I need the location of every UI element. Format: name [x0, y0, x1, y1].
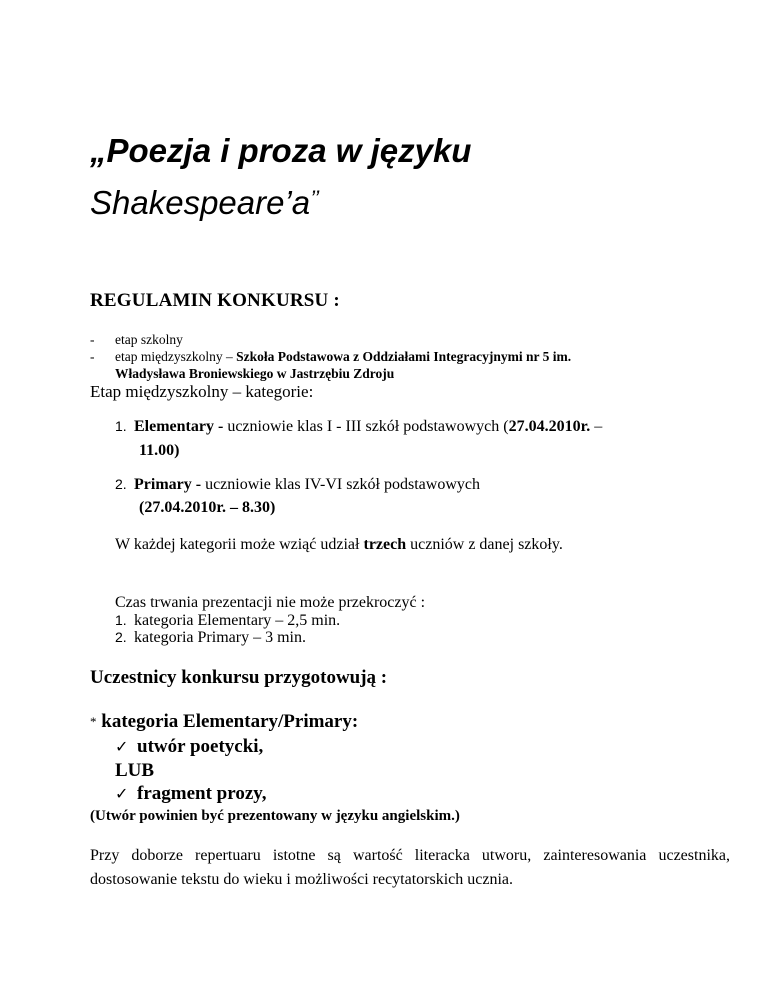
category-item-primary: 2. Primary - uczniowie klas IV-VI szkół podstawowych	[115, 476, 480, 493]
category-primary-time: (27.04.2010r. – 8.30)	[139, 499, 276, 516]
checkmark-icon: ✓	[115, 784, 129, 803]
rules-heading: REGULAMIN KONKURSU :	[90, 290, 340, 311]
category-item-elementary: 1. Elementary - uczniowie klas I - III szkół podstawowych (27.04.2010r. –	[115, 418, 603, 435]
prepare-item-poem: ✓ utwór poetycki,	[115, 736, 264, 757]
prepare-category: * kategoria Elementary/Primary:	[90, 711, 359, 732]
categories-heading: Etap międzyszkolny – kategorie:	[90, 382, 314, 401]
dash: -	[90, 332, 95, 347]
venue-line-2: Władysława Broniewskiego w Jastrzębiu Zdroju	[115, 366, 395, 381]
title-word: Shakespeare’a	[90, 184, 311, 221]
checkmark-icon: ✓	[115, 737, 129, 756]
prepare-or: LUB	[115, 760, 155, 781]
category-elementary-time: 11.00)	[139, 442, 180, 459]
participants-note: W każdej kategorii może wziąć udział trzech uczniów z danej szkoły.	[115, 536, 563, 553]
language-note: (Utwór powinien być prezentowany w języku angielskim.)	[90, 808, 460, 824]
stage-interschool: - etap międzyszkolny – Szkoła Podstawowa z Oddziałami Integracyjnymi nr 5 im.	[90, 349, 572, 364]
page-title-line-2	[90, 184, 319, 222]
prepare-item-prose: ✓ fragment prozy,	[115, 783, 267, 804]
prepare-heading: Uczestnicy konkursu przygotowują :	[90, 667, 388, 688]
closing-quote: ’’	[310, 186, 320, 211]
stage-school: - etap szkolny	[90, 332, 183, 347]
closing-paragraph: Przy doborze repertuaru istotne są wartość literacka utworu, zainteresowania uczestnika, dostosowanie tekstu do wieku i możliwości recytatorskich ucznia.	[90, 847, 730, 888]
asterisk: *	[90, 714, 97, 729]
duration-item: 1. kategoria Elementary – 2,5 min.	[115, 612, 341, 629]
page-title-line-1: „Poezja i proza w języku	[90, 132, 472, 169]
duration-intro: Czas trwania prezentacji nie może przekroczyć :	[115, 594, 426, 611]
dash: -	[90, 349, 95, 364]
duration-item: 2. kategoria Primary – 3 min.	[115, 629, 306, 646]
venue-line-1: Szkoła Podstawowa z Oddziałami Integracyjnymi nr 5 im.	[236, 349, 572, 364]
